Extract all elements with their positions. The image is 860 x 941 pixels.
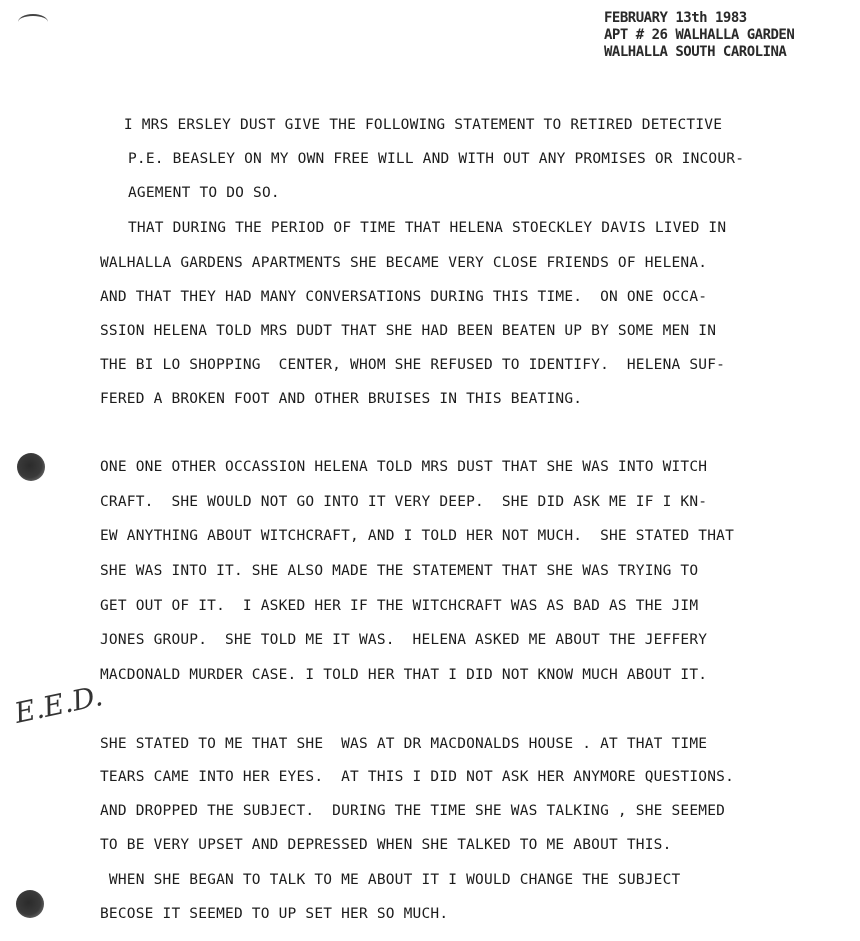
statement-line: TEARS CAME INTO HER EYES. AT THIS I DID NOT ASK HER ANYMORE QUESTIONS. xyxy=(100,769,735,785)
statement-line: AGEMENT TO DO SO. xyxy=(128,185,280,201)
statement-line: I MRS ERSLEY DUST GIVE THE FOLLOWING STATEMENT TO RETIRED DETECTIVE xyxy=(106,117,723,133)
document-header xyxy=(604,10,794,61)
statement-line: THE BI LO SHOPPING CENTER, WHOM SHE REFUSED TO IDENTIFY. HELENA SUF- xyxy=(100,357,726,373)
punch-hole-top xyxy=(17,453,45,481)
statement-line: EW ANYTHING ABOUT WITCHCRAFT, AND I TOLD HER NOT MUCH. SHE STATED THAT xyxy=(100,528,735,544)
punch-hole-bottom xyxy=(16,890,44,918)
statement-line: SSION HELENA TOLD MRS DUDT THAT SHE HAD BEEN BEATEN UP BY SOME MEN IN xyxy=(100,323,717,339)
statement-line: FERED A BROKEN FOOT AND OTHER BRUISES IN THIS BEATING. xyxy=(100,391,583,407)
statement-line: TO BE VERY UPSET AND DEPRESSED WHEN SHE TALKED TO ME ABOUT THIS. xyxy=(100,837,672,853)
header-address: APT # 26 WALHALLA GARDEN xyxy=(604,27,795,43)
statement-line: BECOSE IT SEEMED TO UP SET HER SO MUCH. xyxy=(100,906,449,922)
statement-line: SHE STATED TO ME THAT SHE WAS AT DR MACDONALDS HOUSE . AT THAT TIME xyxy=(100,736,708,752)
statement-line: AND THAT THEY HAD MANY CONVERSATIONS DURING THIS TIME. ON ONE OCCA- xyxy=(100,289,708,305)
statement-line: CRAFT. SHE WOULD NOT GO INTO IT VERY DEEP. SHE DID ASK ME IF I KN- xyxy=(100,494,708,510)
statement-line: THAT DURING THE PERIOD OF TIME THAT HELENA STOECKLEY DAVIS LIVED IN xyxy=(128,220,727,236)
statement-line: SHE WAS INTO IT. SHE ALSO MADE THE STATEMENT THAT SHE WAS TRYING TO xyxy=(100,563,699,579)
statement-line: ONE ONE OTHER OCCASSION HELENA TOLD MRS DUST THAT SHE WAS INTO WITCH xyxy=(100,459,708,475)
header-date: FEBRUARY 13th 1983 xyxy=(604,10,747,26)
statement-line: JONES GROUP. SHE TOLD ME IT WAS. HELENA ASKED ME ABOUT THE JEFFERY xyxy=(100,632,708,648)
margin-initials: E.E.D. xyxy=(11,679,106,730)
statement-line: WHEN SHE BEGAN TO TALK TO ME ABOUT IT I WOULD CHANGE THE SUBJECT xyxy=(100,872,681,888)
corner-mark xyxy=(18,14,48,30)
statement-line: P.E. BEASLEY ON MY OWN FREE WILL AND WITH OUT ANY PROMISES OR INCOUR- xyxy=(128,151,745,167)
statement-line: AND DROPPED THE SUBJECT. DURING THE TIME SHE WAS TALKING , SHE SEEMED xyxy=(100,803,726,819)
statement-line: WALHALLA GARDENS APARTMENTS SHE BECAME VERY CLOSE FRIENDS OF HELENA. xyxy=(100,255,708,271)
header-city: WALHALLA SOUTH CAROLINA xyxy=(604,44,787,60)
statement-line: GET OUT OF IT. I ASKED HER IF THE WITCHCRAFT WAS AS BAD AS THE JIM xyxy=(100,598,699,614)
statement-line: MACDONALD MURDER CASE. I TOLD HER THAT I DID NOT KNOW MUCH ABOUT IT. xyxy=(100,667,708,683)
